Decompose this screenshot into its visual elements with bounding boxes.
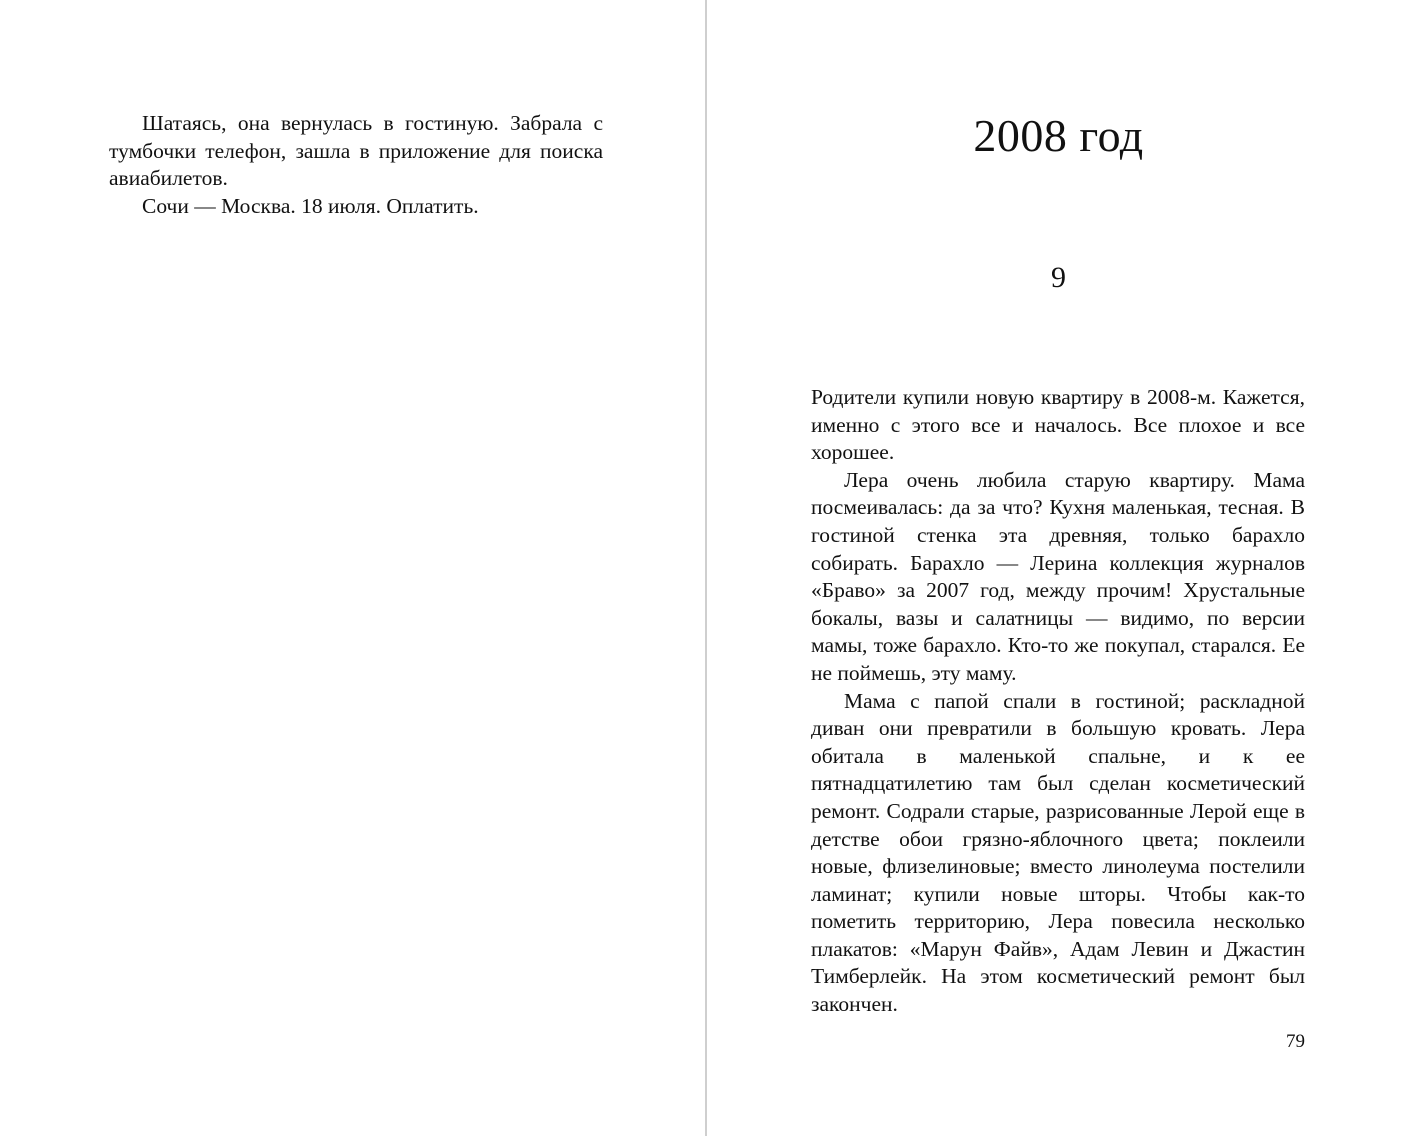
- part-title-text: 2008 год: [973, 110, 1144, 161]
- paragraph: Мама с папой спали в гостиной; раскладной диван они превратили в большую кровать. Лера обитала в маленькой спальне, и к ее пятнадцатилетию там был сделан косметический ремонт. Содрали старые, разрисованные Лерой еще в детстве обои грязно-яблочного цвета; поклеили новые, флизелиновые; вместо линолеума постелили ламинат; купили новые шторы. Чтобы как-то пометить территорию, Лера повесила несколько плакатов: «Марун Файв», Адам Левин и Джастин Тимберлейк. На этом косметический ремонт был закончен.: [811, 688, 1305, 1017]
- paragraph: Сочи — Москва. 18 июля. Оплатить.: [142, 193, 479, 218]
- right-page: [707, 0, 1410, 1136]
- paragraph: Шатаясь, она вернулась в гостиную. Забрала с тумбочки телефон, зашла в приложение для поиска авиабилетов.: [109, 111, 603, 191]
- paragraph: Родители купили новую квартиру в 2008-м. Кажется, именно с этого все и началось. Все плохое и все хорошее.: [811, 385, 1305, 465]
- part-title: [707, 108, 1410, 164]
- left-page-text: [109, 110, 603, 220]
- chapter-number: 9: [1051, 261, 1066, 294]
- page-number: 79: [1286, 1031, 1305, 1052]
- paragraph: Лера очень любила старую квартиру. Мама посмеивалась: да за что? Кухня маленькая, тесная. В гостиной стенка эта древняя, только барахло собирать. Барахло — Лерина коллекция журналов «Браво» за 2007 год, между прочим! Хрустальные бокалы, вазы и салатницы — видимо, по версии мамы, тоже барахло. Кто-то же покупал, старался. Ее не поймешь, эту маму.: [811, 467, 1305, 685]
- right-page-text: [811, 384, 1305, 1019]
